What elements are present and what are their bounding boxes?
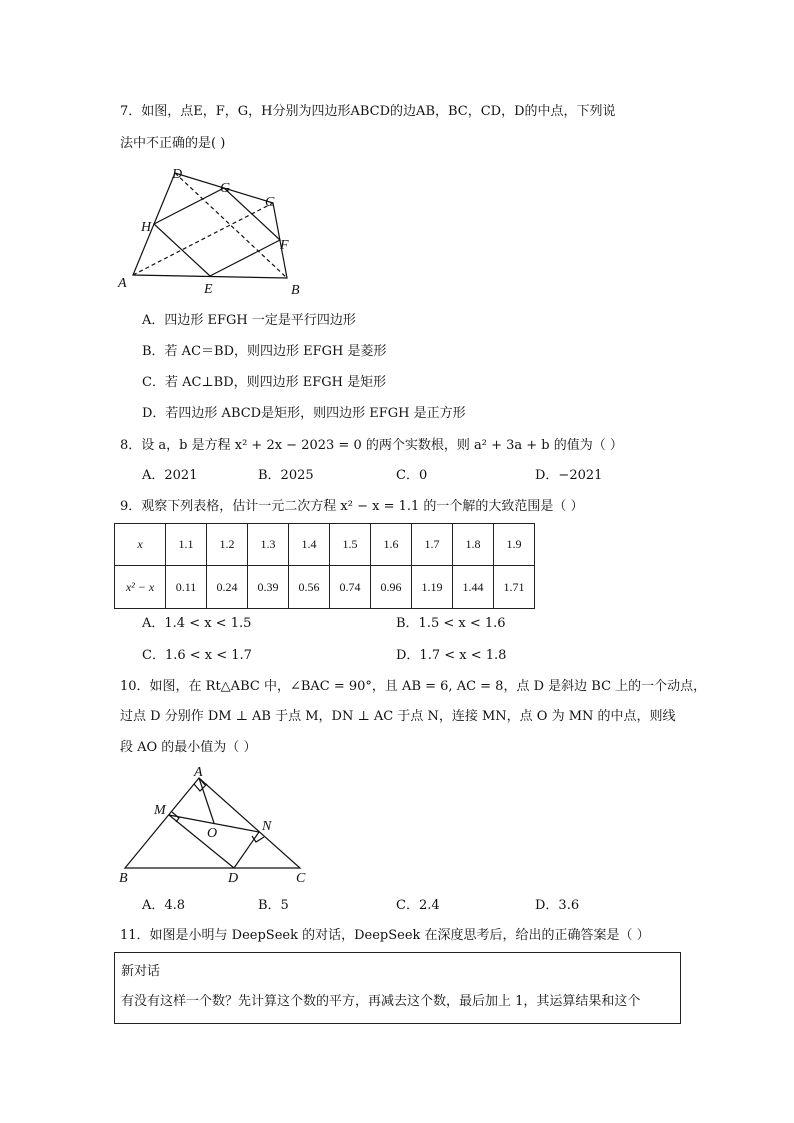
q8-stem: 8．设 a，b 是方程 x² + 2x − 2023 = 0 的两个实数根，则 a² + 3a + b 的值为（ ） xyxy=(120,438,623,453)
q9-value-table xyxy=(114,523,535,609)
q8-option-d[interactable]: D．−2021 xyxy=(535,468,603,483)
table-cell: 1.71 xyxy=(494,566,535,609)
q7-option-b[interactable]: B．若 AC＝BD，则四边形 EFGH 是菱形 xyxy=(142,344,387,359)
table-cell: 1.1 xyxy=(166,524,207,566)
q10-option-b[interactable]: B．5 xyxy=(258,898,289,913)
q9-option-b[interactable]: B．1.5 < x < 1.6 xyxy=(396,616,506,631)
q8-option-b[interactable]: B．2025 xyxy=(258,468,314,483)
label-a: A xyxy=(118,276,127,291)
table-cell: 1.5 xyxy=(330,524,371,566)
q10-option-d[interactable]: D．3.6 xyxy=(535,898,580,913)
segment-md xyxy=(169,815,234,868)
label-o: O xyxy=(207,826,218,841)
table-cell: 0.96 xyxy=(371,566,412,609)
diagonal-ac xyxy=(133,203,273,275)
table-cell: 1.7 xyxy=(412,524,453,566)
label-b: B xyxy=(291,283,300,298)
q7-stem-line2: 法中不正确的是( ) xyxy=(120,136,226,151)
label-b: B xyxy=(119,871,128,886)
q11-stem: 11．如图是小明与 DeepSeek 的对话，DeepSeek 在深度思考后，给出的正确答案是（ ） xyxy=(120,928,650,943)
q9-option-d[interactable]: D．1.7 < x < 1.8 xyxy=(396,648,507,663)
table-cell: 0.24 xyxy=(207,566,248,609)
table-row-x xyxy=(115,524,535,566)
table-cell: 1.6 xyxy=(371,524,412,566)
label-f: F xyxy=(280,238,289,253)
table-cell: 1.3 xyxy=(248,524,289,566)
q9-option-a[interactable]: A．1.4 < x < 1.5 xyxy=(142,616,252,631)
q9-option-c[interactable]: C．1.6 < x < 1.7 xyxy=(142,648,252,663)
table-cell: 0.56 xyxy=(289,566,330,609)
table-row-x2-minus-x xyxy=(115,566,535,609)
table-cell: 1.19 xyxy=(412,566,453,609)
q7-option-c[interactable]: C．若 AC⊥BD，则四边形 EFGH 是矩形 xyxy=(142,375,387,390)
label-d: D xyxy=(228,871,239,886)
label-d: D xyxy=(172,167,183,182)
q7-option-a[interactable]: A．四边形 EFGH 一定是平行四边形 xyxy=(142,313,356,328)
q7-stem-line1: 7．如图，点E，F，G，H分别为四边形ABCD的边AB，BC，CD，D的中点，下列说 xyxy=(120,104,616,119)
diagonal-bd xyxy=(175,173,287,278)
q7-quadrilateral-figure xyxy=(110,160,310,300)
q10-option-a[interactable]: A．4.8 xyxy=(142,898,186,913)
q8-option-c[interactable]: C．0 xyxy=(396,468,428,483)
q10-triangle-figure xyxy=(110,762,320,890)
label-a: A xyxy=(194,765,203,780)
label-e: E xyxy=(204,282,213,297)
dialog-text: 有没有这样一个数？先计算这个数的平方，再减去这个数，最后加上 1，其运算结果和这个 xyxy=(121,994,641,1009)
segment-nd xyxy=(234,832,259,868)
q7-option-d[interactable]: D．若四边形 ABCD是矩形，则四边形 EFGH 是正方形 xyxy=(142,406,466,421)
q10-stem-line2: 过点 D 分别作 DM ⊥ AB 于点 M，DN ⊥ AC 于点 N，连接 MN，点 O 为 MN 的中点，则线 xyxy=(120,709,676,724)
table-cell: 0.39 xyxy=(248,566,289,609)
table-header-x2-minus-x: x² − x xyxy=(115,566,166,609)
q8-option-a[interactable]: A．2021 xyxy=(142,468,198,483)
table-cell: 0.74 xyxy=(330,566,371,609)
table-cell: 1.2 xyxy=(207,524,248,566)
q10-option-c[interactable]: C．2.4 xyxy=(396,898,440,913)
table-header-x: x xyxy=(115,524,166,566)
label-h: H xyxy=(141,220,152,235)
label-g: G xyxy=(220,181,231,196)
table-cell: 1.4 xyxy=(289,524,330,566)
right-angle-mark-n xyxy=(252,836,264,842)
label-n: N xyxy=(262,819,272,834)
table-cell: 1.44 xyxy=(453,566,494,609)
right-angle-mark-a xyxy=(194,784,207,791)
q10-stem-line1: 10．如图，在 Rt△ABC 中，∠BAC = 90°，且 AB = 6, AC = 8，点 D 是斜边 BC 上的一个动点， xyxy=(120,679,707,694)
q9-stem: 9．观察下列表格，估计一元二次方程 x² − x = 1.1 的一个解的大致范围是（ ） xyxy=(120,499,584,514)
table-cell: 0.11 xyxy=(166,566,207,609)
q11-dialog-box xyxy=(114,952,681,1024)
label-c: C xyxy=(296,871,306,886)
table-cell: 1.9 xyxy=(494,524,535,566)
label-m: M xyxy=(154,803,166,818)
q10-stem-line3: 段 AO 的最小值为（ ） xyxy=(120,740,257,755)
label-c: C xyxy=(265,195,275,210)
table-cell: 1.8 xyxy=(453,524,494,566)
dialog-title: 新对话 xyxy=(121,964,161,979)
